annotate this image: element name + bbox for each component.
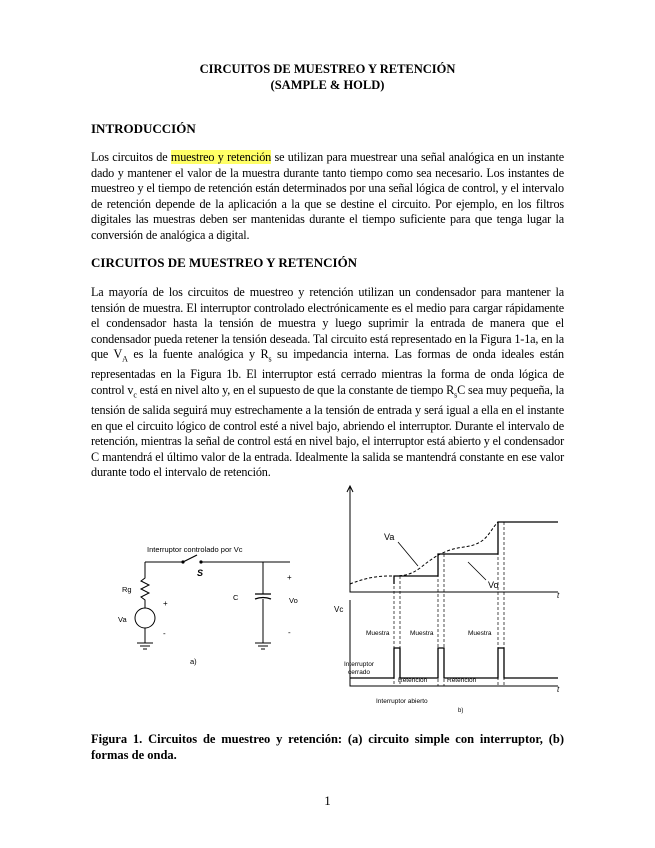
intro-heading: INTRODUCCIÓN (91, 121, 196, 136)
subscript: s (268, 354, 272, 364)
sync-lines (394, 522, 504, 686)
document-title: CIRCUITOS DE MUESTREO Y RETENCIÓN (199, 62, 456, 76)
control-pulses (350, 648, 558, 678)
va-wave-label: Va (384, 532, 395, 542)
resistor-rg (141, 562, 149, 608)
muestra-label: Muestra (366, 630, 390, 637)
label-pointer (398, 542, 418, 566)
c-label: C (233, 593, 239, 602)
cerrado-label: Interruptor (344, 661, 374, 668)
text-run: es la fuente analógica y R (127, 347, 269, 362)
source-plus: + (163, 599, 168, 608)
muestra-label: Muestra (468, 630, 492, 637)
highlighted-term: muestreo y retención (170, 150, 272, 164)
page-number: 1 (324, 793, 331, 808)
intro-rest: se utilizan para muestrear una señal analógica en un instante dado y mantener el valor de la muestra durante tanto tiempo como sea necesario. Los instantes de muestreo y el tiempo de retención están determinados por una señal lógica de control, y el intervalo de retención depende de la aplicación a la que se destine el circuito. Por ejemplo, en los filtros digitales las muestras deben ser mantenidas durante el tiempo suficiente para que tenga lugar la conversión de analógica a digital. (91, 150, 564, 242)
figure-b-tag: b) (458, 708, 464, 714)
switch-s-label: S (197, 568, 204, 578)
circuit-diagram (105, 540, 310, 670)
ground-symbol (137, 643, 153, 649)
retencion-label: Retención (447, 677, 477, 684)
subscript: s (454, 390, 458, 400)
vo-waveform (394, 522, 558, 584)
intro-lead: Los circuitos de (91, 150, 171, 164)
rg-label: Rg (122, 585, 132, 594)
vo-label: Vo (289, 596, 298, 605)
intro-paragraph (91, 150, 564, 244)
section-paragraph (91, 285, 564, 481)
document-subtitle: (SAMPLE & HOLD) (270, 78, 385, 92)
vo-wave-label: Vo (488, 580, 499, 590)
waveform-diagram (330, 484, 570, 716)
t-label-lower: t (557, 685, 560, 694)
figure-a-tag: a) (190, 657, 197, 666)
abierto-label: Interruptor abierto (376, 698, 428, 705)
vc-label: Vc (334, 605, 344, 614)
section-heading: CIRCUITOS DE MUESTREO Y RETENCIÓN (91, 255, 358, 270)
switch-label: Interruptor controlado por Vc (147, 545, 243, 554)
ground-symbol (255, 643, 271, 649)
va-label: Va (118, 615, 127, 624)
label-pointer (468, 562, 486, 580)
text-run: su impedancia interna. Las formas de onda ideales están representadas en la Figura 1b. El interruptor está cerrado mientras la forma de onda lógica de control v (91, 347, 564, 397)
va-waveform (350, 522, 498, 584)
axis-lower (350, 600, 558, 686)
muestra-label: Muestra (410, 630, 434, 637)
output-minus: - (288, 628, 291, 637)
text-run: La mayoría de los circuitos de muestreo y retención utilizan un condensador para mantener la tensión de muestra. El interruptor controlado electrónicamente es el medio para cargar rápidamente el condensador hasta la tensión de muestra y luego suprimir la entrada de manera que el condensador pueda retener la tensión deseada. Tal circuito está representado en la Figura 1-1a, en la que V (91, 285, 564, 362)
t-label-upper: t (557, 591, 560, 600)
subscript: A (122, 354, 128, 364)
capacitor-c (255, 594, 271, 599)
output-plus: + (287, 573, 292, 582)
subscript: c (133, 390, 137, 400)
figure-caption: Figura 1. Circuitos de muestreo y retención: (a) circuito simple con interruptor, (b) formas de onda. (91, 732, 564, 762)
text-run: C sea muy pequeña, la tensión de salida seguirá muy estrechamente a la tensión de entrada y será igual a ella en el instante en que el circuito lógico de control esté a nivel bajo, abriendo el interruptor. Durante el intervalo de retención, mientras la señal de control está en nivel bajo, el interruptor está abierto y el condensador C mantendrá el último valor de la entrada. Idealmente la salida se mantendrá constante en ese valor durante todo el intervalo de retención. (91, 383, 564, 480)
cerrado-label: cerrado (348, 669, 371, 676)
switch-blade (183, 555, 197, 562)
source-minus: - (163, 629, 166, 638)
voltage-source (135, 608, 155, 628)
text-run: está en nivel alto y, en el supuesto de que la constante de tiempo R (136, 383, 455, 397)
retencion-label: Retención (398, 677, 428, 684)
